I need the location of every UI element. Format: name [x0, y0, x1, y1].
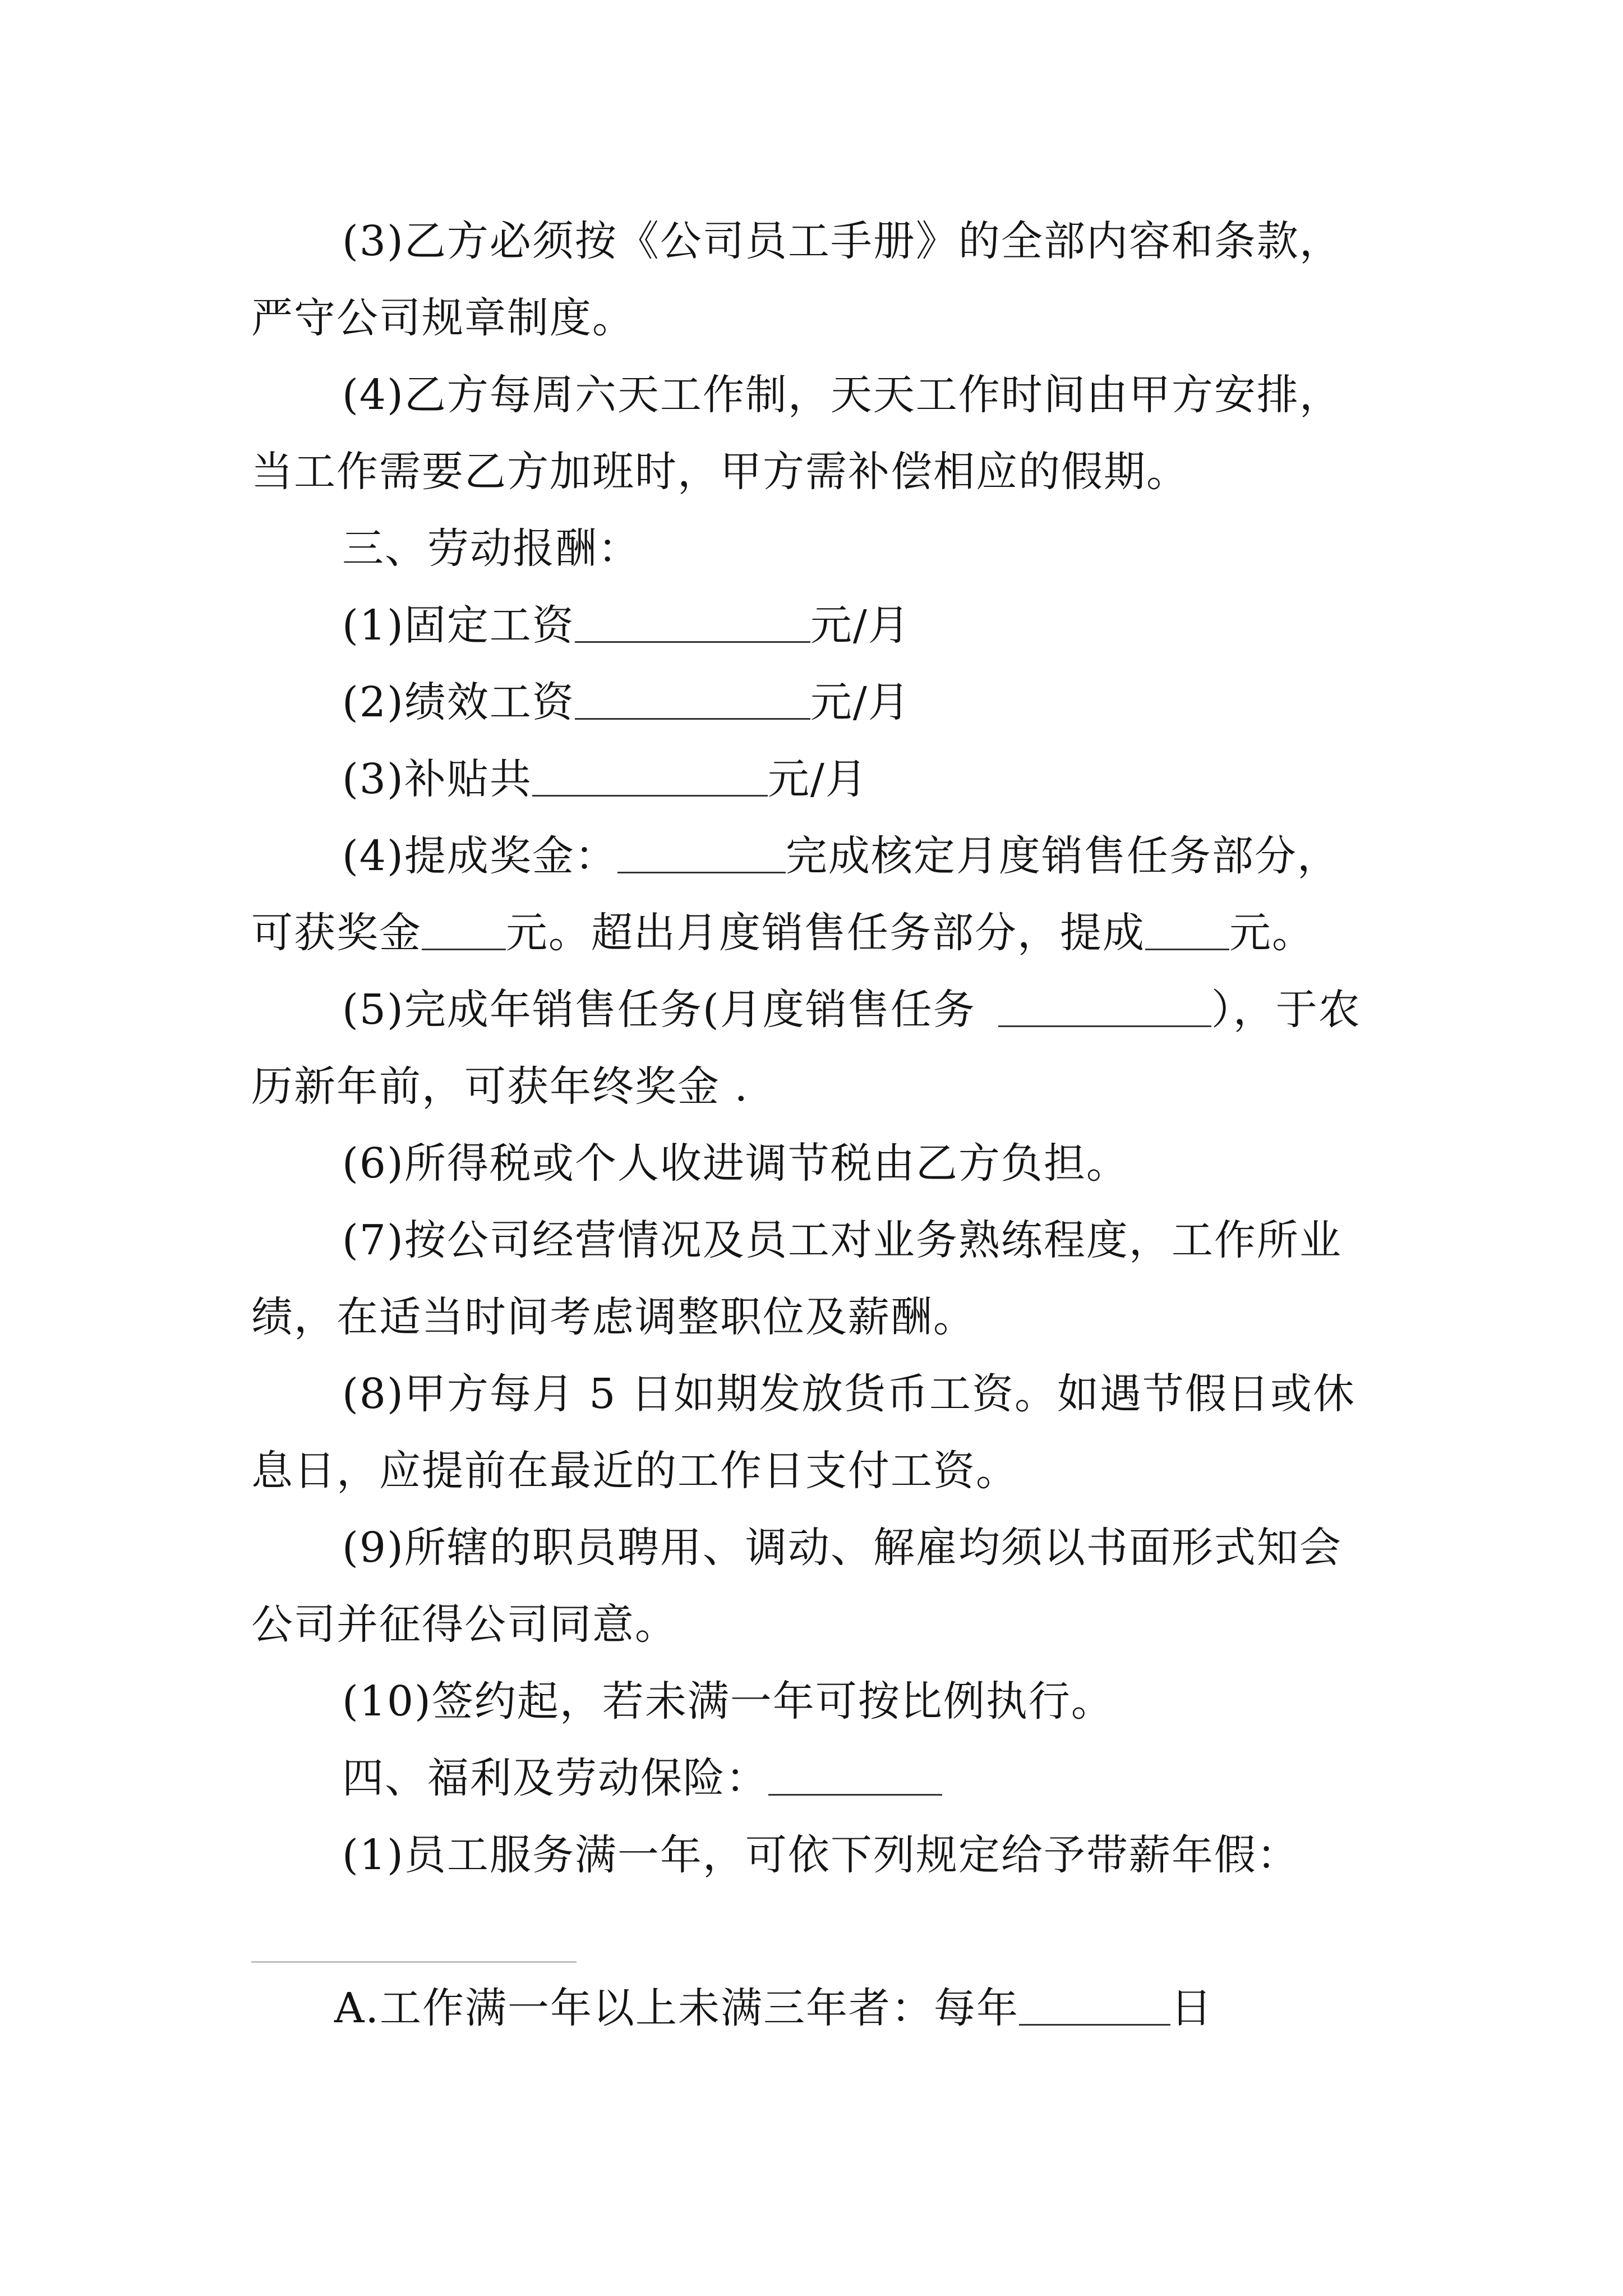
- text-span: (5)完成年销售任务(月度销售任务: [342, 986, 976, 1034]
- blank-field: [532, 751, 768, 797]
- text-span: (3)乙方必须按《公司员工手册》的全部内容和条款，: [342, 217, 1342, 265]
- clause-4-line-2: [251, 444, 1189, 500]
- text-span: (1)固定工资: [342, 601, 575, 650]
- text-span: 息日，应提前在最近的工作日支付工资。: [251, 1447, 1018, 1495]
- text-span: (4)乙方每周六天工作制，天天工作时间由甲方安排，: [342, 371, 1342, 419]
- text-span: (3)补贴共: [342, 755, 532, 803]
- text-span: 元/月: [767, 755, 868, 803]
- pay-annual-bonus-line-1: [342, 982, 1361, 1038]
- text-span: 元。: [1229, 909, 1315, 957]
- pay-commission-line-1: [342, 828, 1340, 884]
- blank-field: [617, 828, 786, 873]
- text-span: (10)签约起，若未满一年可按比例执行。: [342, 1677, 1114, 1726]
- text-span: 三、劳动报酬：: [342, 524, 640, 573]
- pay-tax: [342, 1135, 1129, 1191]
- pay-adjustment-line-2: [251, 1289, 976, 1345]
- text-span: ），于农: [1211, 986, 1361, 1034]
- section-divider: [251, 1961, 577, 1963]
- text-span: (7)按公司经营情况及员工对业务熟练程度，工作所业: [342, 1216, 1342, 1264]
- text-span: (8)甲方每月 5 日如期发放货币工资。如遇节假日或休: [342, 1370, 1355, 1418]
- annual-leave-clause: [342, 1827, 1299, 1883]
- blank-field: [422, 905, 506, 950]
- text-span: 可获奖金: [251, 909, 422, 957]
- pay-performance-wage: [342, 674, 911, 730]
- clause-3-line-2: [251, 290, 635, 346]
- section-3-heading: [342, 521, 640, 577]
- blank-field: [575, 674, 810, 720]
- blank-field: [768, 1750, 942, 1796]
- text-span: (4)提成奖金：: [342, 832, 617, 880]
- text-span: (6)所得税或个人收进调节税由乙方负担。: [342, 1139, 1129, 1188]
- text-span: 绩，在适当时间考虑调整职位及薪酬。: [251, 1293, 976, 1341]
- pay-annual-bonus-line-2: [251, 1059, 749, 1115]
- text-span: 公司并征得公司同意。: [251, 1600, 677, 1649]
- blank-field: [575, 597, 810, 643]
- text-span: 严守公司规章制度。: [251, 294, 635, 342]
- blank-field: [1145, 905, 1229, 950]
- clause-4-line-1: [342, 367, 1342, 423]
- pay-fixed-wage: [342, 597, 911, 654]
- clause-3-line-1: [342, 213, 1342, 269]
- pay-commission-line-2: [251, 905, 1315, 961]
- text-span: (2)绩效工资: [342, 678, 575, 726]
- pro-rata-clause: [342, 1673, 1114, 1729]
- text-span: 当工作需要乙方加班时，甲方需补偿相应的假期。: [251, 448, 1189, 496]
- staff-hiring-line-2: [251, 1596, 677, 1653]
- text-span: 元/月: [810, 678, 911, 726]
- text-span: (1)员工服务满一年，可依下列规定给予带薪年假：: [342, 1831, 1299, 1879]
- text-span: 元。超出月度销售任务部分，提成: [506, 909, 1145, 957]
- blank-field: [1019, 1980, 1170, 2026]
- pay-allowance: [342, 751, 868, 807]
- leave-rule-a: [334, 1980, 1213, 2036]
- text-span: 四、福利及劳动保险：: [342, 1754, 768, 1802]
- text-span: (9)所辖的职员聘用、调动、解雇均须以书面形式知会: [342, 1524, 1342, 1572]
- text-span: A.工作满一年以上未满三年者：每年: [334, 1984, 1019, 2032]
- text-span: 历新年前，可获年终奖金 .: [251, 1062, 749, 1111]
- pay-date-line-1: [342, 1366, 1355, 1422]
- text-span: 完成核定月度销售任务部分，: [785, 832, 1340, 880]
- pay-adjustment-line-1: [342, 1212, 1342, 1268]
- blank-field: [998, 982, 1211, 1027]
- pay-date-line-2: [251, 1443, 1018, 1499]
- text-span: 日: [1170, 1984, 1213, 2032]
- staff-hiring-line-1: [342, 1520, 1342, 1576]
- section-4-heading: [342, 1750, 942, 1806]
- text-span: 元/月: [810, 601, 911, 650]
